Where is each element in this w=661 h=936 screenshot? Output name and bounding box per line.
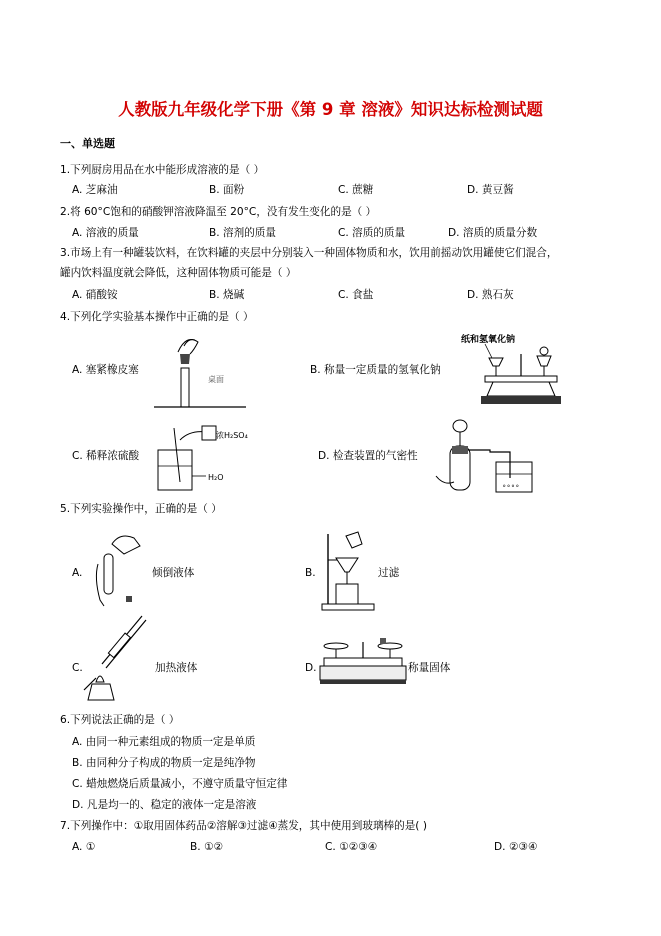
question-3-stem-line1: 3.市场上有一种罐装饮料，在饮料罐的夹层中分别装入一种固体物质和水，饮用前摇动饮用罐使它们混合，	[60, 247, 558, 259]
paper-naoh-label: 纸和氢氧化钠	[461, 335, 516, 345]
q1-option-a[interactable]: A. 芝麻油	[72, 184, 118, 196]
q1-option-c[interactable]: C. 蔗糖	[338, 184, 374, 196]
q5-option-d-label: 称量固体	[408, 662, 451, 674]
q5d-balance-figure	[318, 636, 408, 686]
q7-option-a[interactable]: A. ①	[72, 841, 96, 853]
q1-option-d[interactable]: D. 黄豆酱	[467, 184, 514, 196]
q4-option-c[interactable]: C. 稀释浓硫酸	[72, 450, 140, 462]
question-7-stem: 7.下列操作中：①取用固体药品②溶解③过滤④蒸发，其中使用到玻璃棒的是( )	[60, 820, 427, 832]
q3-option-b[interactable]: B. 烧碱	[209, 289, 245, 301]
q5-option-d-letter[interactable]: D.	[305, 662, 317, 674]
q4-option-d[interactable]: D. 检查装置的气密性	[318, 450, 418, 462]
water-label: H₂O	[208, 473, 224, 482]
q1-option-b[interactable]: B. 面粉	[209, 184, 245, 196]
section-heading: 一、单选题	[60, 137, 115, 150]
q5-option-a-label: 倾倒液体	[152, 567, 195, 579]
q3-option-a[interactable]: A. 硝酸铵	[72, 289, 118, 301]
svg-text:∘∘∘∘: ∘∘∘∘	[502, 482, 520, 490]
question-5-stem: 5.下列实验操作中，正确的是（ ）	[60, 503, 222, 515]
q6-option-d[interactable]: D. 凡是均一的、稳定的液体一定是溶液	[72, 799, 257, 811]
q5-option-c-letter[interactable]: C.	[72, 662, 83, 674]
question-1-stem: 1.下列厨房用品在水中能形成溶液的是（ ）	[60, 164, 265, 176]
q3-option-c[interactable]: C. 食盐	[338, 289, 374, 301]
q4-option-b[interactable]: B. 称量一定质量的氢氧化钠	[310, 364, 441, 376]
q6-option-a[interactable]: A. 由同一种元素组成的物质一定是单质	[72, 736, 256, 748]
q5c-heating-figure	[82, 612, 152, 704]
q6-option-c[interactable]: C. 蜡烛燃烧后质量减小，不遵守质量守恒定律	[72, 778, 288, 790]
document-title: 人教版九年级化学下册《第 9 章 溶液》知识达标检测试题	[118, 100, 543, 119]
q3-option-d[interactable]: D. 熟石灰	[467, 289, 514, 301]
q7-option-c[interactable]: C. ①②③④	[325, 841, 378, 853]
q4c-dilution-figure	[150, 420, 260, 492]
question-6-stem: 6.下列说法正确的是（ ）	[60, 714, 180, 726]
q2-option-d[interactable]: D. 溶质的质量分数	[448, 227, 538, 239]
desk-label: 桌面	[208, 375, 224, 384]
q2-option-c[interactable]: C. 溶质的质量	[338, 227, 406, 239]
q5a-pouring-figure	[90, 530, 145, 610]
q7-option-d[interactable]: D. ②③④	[494, 841, 538, 853]
q4b-balance-figure	[455, 330, 575, 410]
q7-option-b[interactable]: B. ①②	[190, 841, 223, 853]
conc-acid-label: 浓H₂SO₄	[216, 431, 248, 440]
q5-option-b-letter[interactable]: B.	[305, 567, 316, 579]
q4d-airtight-figure	[432, 416, 552, 496]
q2-option-b[interactable]: B. 溶剂的质量	[209, 227, 276, 239]
q5b-filtration-figure	[318, 530, 378, 612]
q5-option-a-letter[interactable]: A.	[72, 567, 83, 579]
q5-option-b-label: 过滤	[378, 567, 400, 579]
q2-option-a[interactable]: A. 溶液的质量	[72, 227, 139, 239]
q5-option-c-label: 加热液体	[155, 662, 198, 674]
q4-option-a[interactable]: A. 塞紧橡皮塞	[72, 364, 139, 376]
question-2-stem: 2.将 60°C饱和的硝酸钾溶液降温至 20°C，没有发生变化的是（ ）	[60, 206, 377, 218]
question-4-stem: 4.下列化学实验基本操作中正确的是（ ）	[60, 311, 254, 323]
question-3-stem-line2: 罐内饮料温度就会降低，这种固体物质可能是（ ）	[60, 267, 297, 279]
q4a-stopper-figure	[150, 330, 250, 410]
q6-option-b[interactable]: B. 由同种分子构成的物质一定是纯净物	[72, 757, 256, 769]
